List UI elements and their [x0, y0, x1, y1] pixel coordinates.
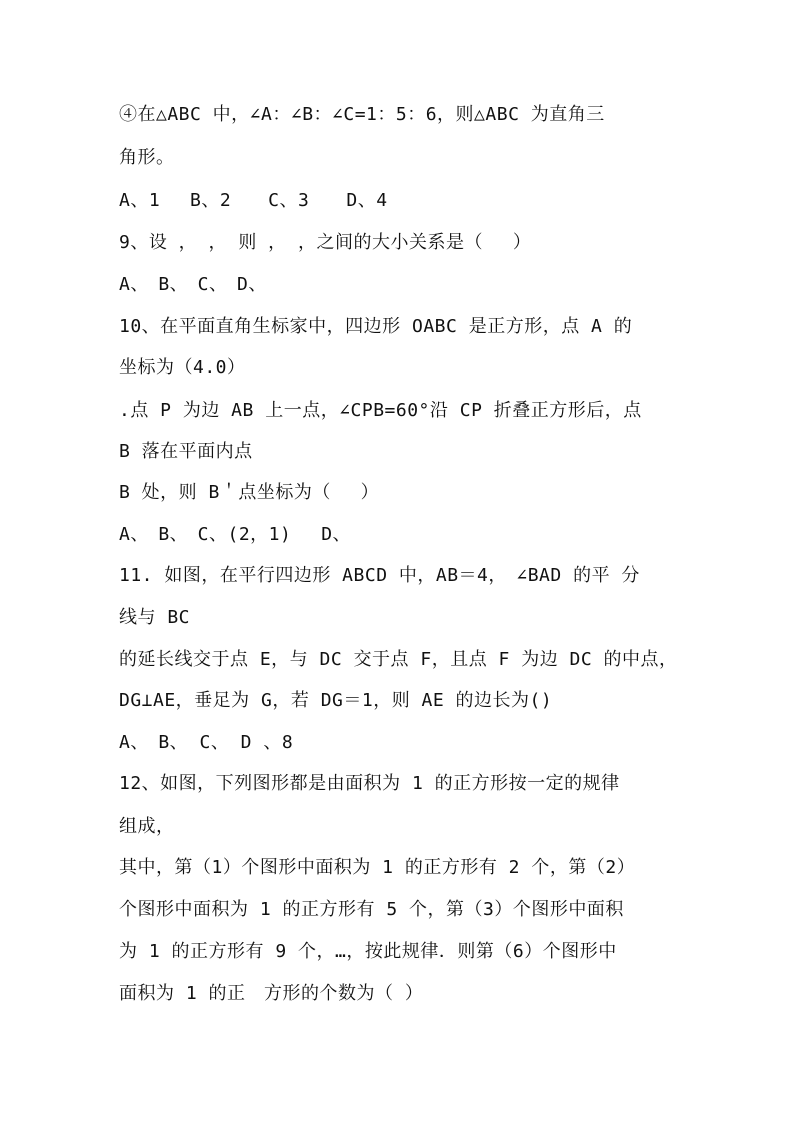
text-line: 10、在平面直角生标家中，四边形 OABC 是正方形，点 A 的 [119, 316, 633, 337]
text-line: B 落在平面内点 [119, 441, 253, 462]
text-line: 其中，第（1）个图形中面积为 1 的正方形有 2 个，第（2） [119, 857, 636, 878]
text-line: 角形。 [119, 147, 175, 168]
text-line: B 处，则 B＇点坐标为（ ） [119, 482, 380, 503]
text-line: 为 1 的正方形有 9 个，…，按此规律．则第（6）个图形中 [119, 941, 617, 962]
text-line: 的延长线交于点 E，与 DC 交于点 F，且点 F 为边 DC 的中点， [119, 649, 678, 670]
text-line: 面积为 1 的正 方形的个数为（ ） [119, 983, 424, 1004]
text-line: 坐标为（4.0） [119, 357, 246, 378]
text-line: A、1 B、2 C、3 D、4 [119, 190, 388, 211]
text-line: 线与 BC [119, 607, 191, 628]
text-line: 12、如图，下列图形都是由面积为 1 的正方形按一定的规律 [119, 773, 620, 794]
text-line: ④在△ABC 中，∠A：∠B：∠C=1：5：6，则△ABC 为直角三 [119, 104, 605, 125]
text-line: A、 B、 C、 D 、8 [119, 732, 294, 753]
text-line: A、 B、 C、(2，1) D、 [119, 524, 352, 545]
text-line: A、 B、 C、 D、 [119, 274, 267, 295]
text-line: 组成， [119, 816, 175, 837]
text-line: 个图形中面积为 1 的正方形有 5 个，第（3）个图形中面积 [119, 899, 624, 920]
text-line: DG⊥AE，垂足为 G，若 DG＝1，则 AE 的边长为() [119, 690, 553, 711]
text-line: .点 P 为边 AB 上一点，∠CPB=60°沿 CP 折叠正方形后，点 [119, 400, 642, 421]
text-line: 9、设 ， ， 则 ， ，之间的大小关系是（ ） [119, 232, 532, 253]
text-line: 11. 如图，在平行四边形 ABCD 中，AB＝4， ∠BAD 的平 分 [119, 565, 640, 586]
